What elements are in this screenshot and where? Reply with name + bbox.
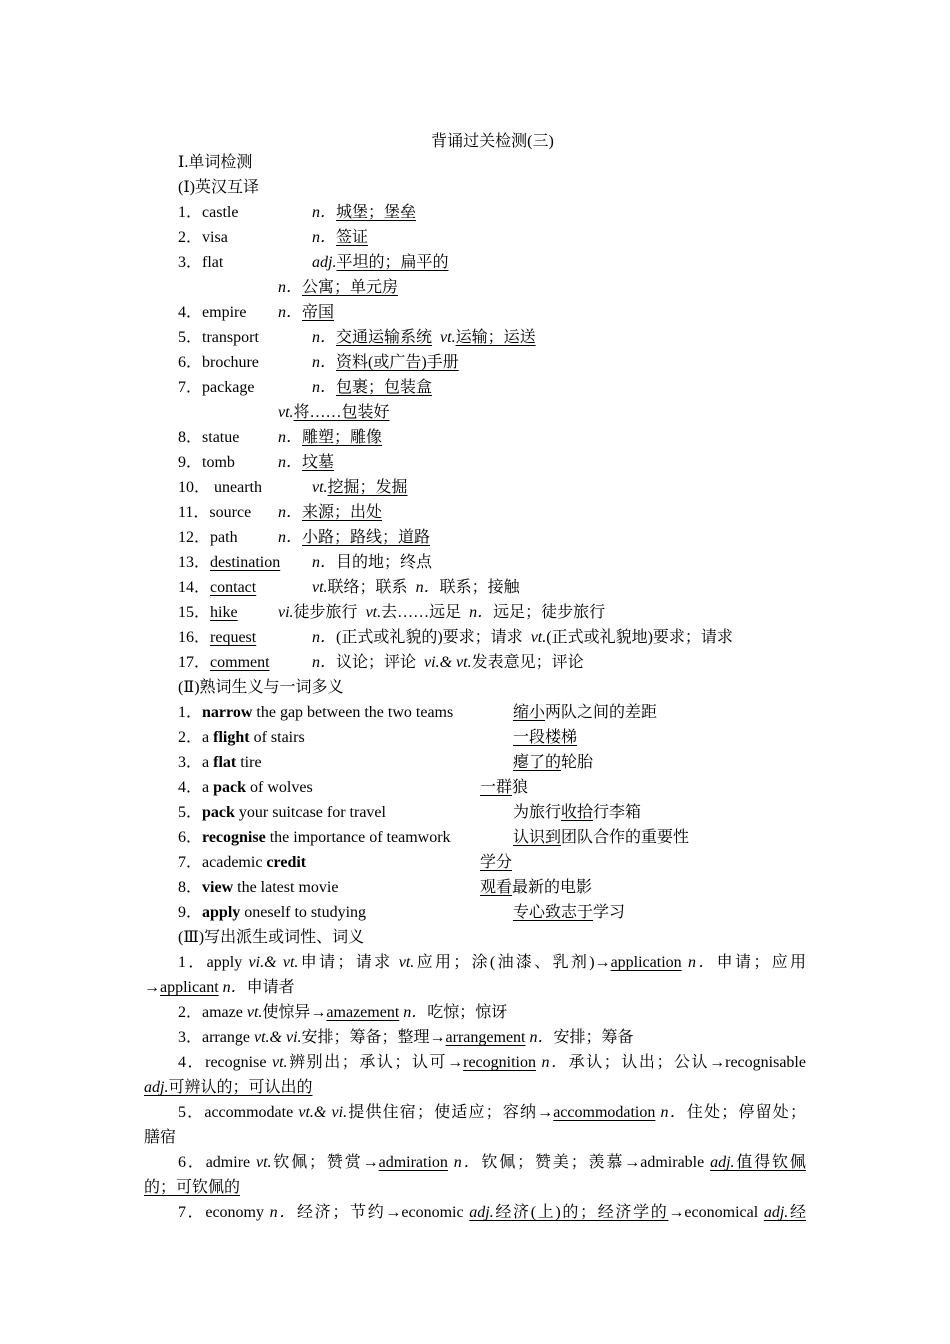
derivation-item: 4．recognise vt.辨别出；承认；认可→recognition n．承认；认出；公认→recognisable [178, 1054, 806, 1071]
derivation-item: 6．admire vt.钦佩；赞赏→admiration n．钦佩；赞美；羡慕→admirable adj.值得钦佩 [178, 1154, 806, 1171]
phrase-item: 2．a flight of stairs 一段楼梯 [178, 729, 578, 746]
vocab-item: 3．flat adj.平坦的；扁平的 [178, 254, 449, 271]
phrase-item: 1．narrow the gap between the two teams 缩小两队之间的差距 [178, 704, 658, 721]
vocab-item: n．公寓；单元房 [278, 279, 399, 296]
derivation-item: 1．apply vi.& vt.申请；请求 vt.应用；涂(油漆、乳剂)→application n．申请；应用 [178, 954, 806, 971]
vocab-item: 12．path n．小路；路线；道路 [178, 529, 431, 546]
vocab-item: 5．transport n．交通运输系统 vt.运输；运送 [178, 329, 536, 346]
vocab-item: 16．request n．(正式或礼貌的)要求；请求 vt.(正式或礼貌地)要求；请求 [178, 629, 733, 646]
vocab-item: 13．destination n．目的地；终点 [178, 554, 433, 571]
phrase-item: 9．apply oneself to studying 专心致志于学习 [178, 904, 626, 921]
derivation-item: 5．accommodate vt.& vi.提供住宿；使适应；容纳→accommodation n．住处；停留处； [178, 1104, 806, 1121]
derivation-item-cont: 的；可钦佩的 [144, 1179, 241, 1196]
phrase-item: 4．a pack of wolves 一群狼 [178, 779, 529, 796]
phrase-item: 8．view the latest movie 观看最新的电影 [178, 879, 593, 896]
vocab-item: 6．brochure n．资料(或广告)手册 [178, 354, 459, 371]
vocab-item: 1．castle n．城堡；堡垒 [178, 204, 417, 221]
subsection-heading: (Ⅱ)熟词生义与一词多义 [178, 679, 344, 696]
section-heading: Ⅰ.单词检测 [178, 154, 253, 171]
derivation-item: 7．economy n．经济；节约→economic adj.经济(上)的；经济学的→economical adj.经 [178, 1204, 806, 1221]
vocab-item: 10． unearth vt.挖掘；发掘 [178, 479, 408, 496]
derivation-item-cont: →applicant n．申请者 [144, 979, 295, 996]
derivation-item: 3．arrange vt.& vi.安排；筹备；整理→arrangement n．安排；筹备 [178, 1029, 634, 1046]
vocab-item: vt.将……包装好 [278, 404, 390, 421]
phrase-item: 5．pack your suitcase for travel 为旅行收拾行李箱 [178, 804, 642, 821]
vocab-item: 8．statue n．雕塑；雕像 [178, 429, 383, 446]
subsection-heading: (Ⅲ)写出派生或词性、词义 [178, 929, 365, 946]
derivation-item-cont: adj.可辨认的；可认出的 [144, 1079, 313, 1096]
subsection-heading: (Ⅰ)英汉互译 [178, 179, 259, 196]
vocab-item: 14．contact vt.联络；联系 n．联系；接触 [178, 579, 520, 596]
vocab-item: 9．tomb n．坟墓 [178, 454, 335, 471]
derivation-item-cont: 膳宿 [144, 1129, 177, 1146]
phrase-item: 7．academic credit 学分 [178, 854, 513, 871]
phrase-item: 6．recognise the importance of teamwork 认识到团队合作的重要性 [178, 829, 690, 846]
vocab-item: 7．package n．包裹；包装盒 [178, 379, 433, 396]
vocab-item: 15．hike vi.徒步旅行 vt.去……远足 n．远足；徒步旅行 [178, 604, 606, 621]
vocab-item: 11．source n．来源；出处 [178, 504, 383, 521]
phrase-item: 3．a flat tire 瘪了的轮胎 [178, 754, 594, 771]
vocab-item: 2．visa n．签证 [178, 229, 369, 246]
derivation-item: 2．amaze vt.使惊异→amazement n．吃惊；惊讶 [178, 1004, 508, 1021]
page-title: 背诵过关检测(三) [431, 133, 554, 150]
vocab-item: 17．comment n．议论；评论 vi.& vt.发表意见；评论 [178, 654, 584, 671]
vocab-item: 4．empire n．帝国 [178, 304, 335, 321]
